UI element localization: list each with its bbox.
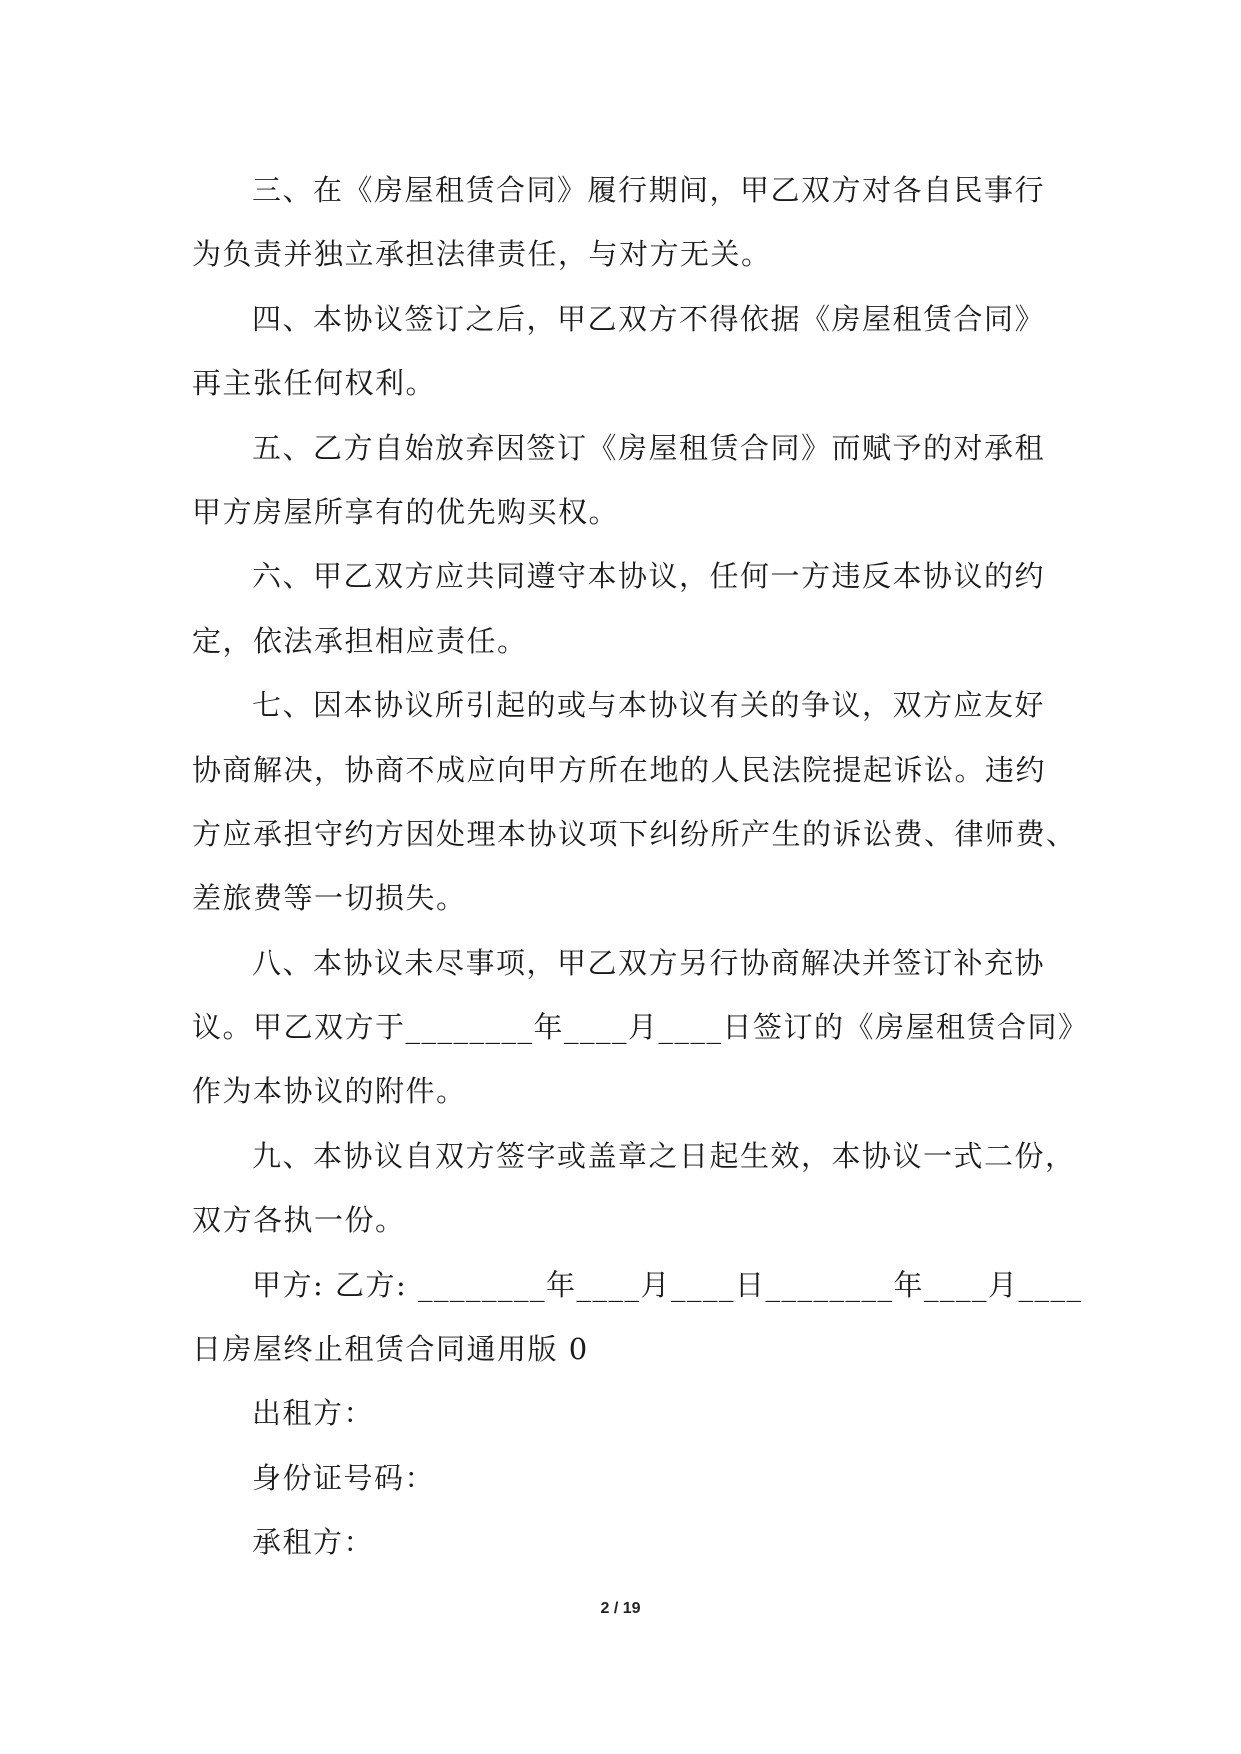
clause-4-line-1: 四、本协议签订之后，甲乙双方不得依据《房屋租赁合同》 (252, 301, 1046, 336)
clause-4-line-2: 再主张任何权利。 (192, 366, 437, 401)
clause-7-line-4: 差旅费等一切损失。 (192, 881, 467, 916)
clause-6-line-2: 定，依法承担相应责任。 (192, 623, 528, 658)
lessee-label: 承租方： (252, 1525, 375, 1560)
clause-9-line-1: 九、本协议自双方签字或盖章之日起生效，本协议一式二份， (252, 1138, 1076, 1173)
signature-line-2: 日房屋终止租赁合同通用版 0 (192, 1332, 589, 1367)
signature-line-1: 甲方: 乙方: ________年____月____日________年____月____ (252, 1267, 1083, 1302)
clause-5-line-2: 甲方房屋所享有的优先购买权。 (192, 494, 620, 529)
clause-8-line-2: 议。甲乙双方于________年____月____日签订的《房屋租赁合同》 (192, 1010, 1089, 1045)
lessor-label: 出租方： (252, 1396, 375, 1431)
clause-5-line-1: 五、乙方自始放弃因签订《房屋租赁合同》而赋予的对承租 (252, 430, 1046, 465)
clause-7-line-2: 协商解决，协商不成应向甲方所在地的人民法院提起诉讼。违约 (192, 752, 1047, 787)
id-number-label: 身份证号码： (252, 1460, 436, 1495)
clause-3-line-2: 为负责并独立承担法律责任，与对方无关。 (192, 237, 772, 272)
page-number: 2 / 19 (600, 1600, 641, 1617)
clause-7-line-3: 方应承担守约方因处理本协议项下纠纷所产生的诉讼费、律师费、 (192, 816, 1077, 851)
clause-6-line-1: 六、甲乙双方应共同遵守本协议，任何一方违反本协议的约 (252, 559, 1046, 594)
document-body (192, 158, 1089, 1575)
clause-8-line-1: 八、本协议未尽事项，甲乙双方另行协商解决并签订补充协 (252, 945, 1046, 980)
clause-9-line-2: 双方各执一份。 (192, 1203, 406, 1238)
clause-8-line-3: 作为本协议的附件。 (192, 1074, 467, 1109)
clause-3-line-1: 三、在《房屋租赁合同》履行期间，甲乙双方对各自民事行 (252, 173, 1046, 207)
clause-7-line-1: 七、因本协议所引起的或与本协议有关的争议，双方应友好 (252, 688, 1046, 723)
